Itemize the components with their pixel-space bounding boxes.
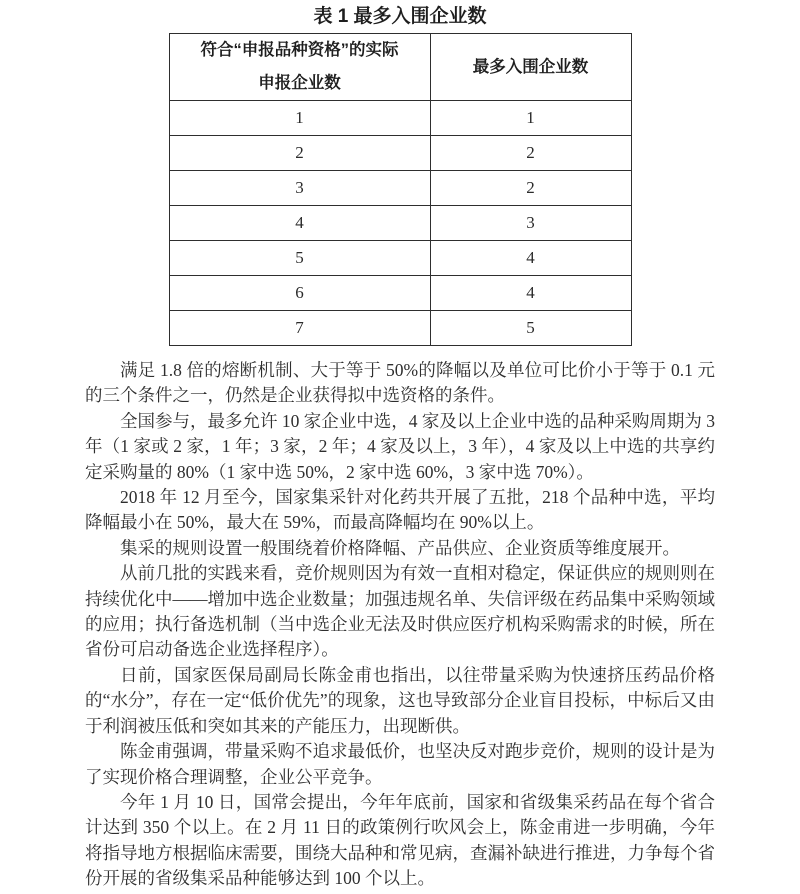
max-shortlisted-cell: 2 (430, 136, 631, 171)
max-shortlisted-table (169, 33, 632, 346)
applicants-cell: 2 (169, 136, 430, 171)
paragraph-policy-targets: 今年 1 月 10 日，国常会提出，今年年底前，国家和省级集采药品在每个省合计达到 350 个以上。在 2 月 11 日的政策例行吹风会上，陈金甫进一步明确，今年将指导地方根据临床需要，围绕大品种和常见病，查漏补缺进行推进，力争每个省份开展的省级集采品种能够达到 100 个以上。 (85, 791, 715, 889)
max-shortlisted-cell: 4 (430, 276, 631, 311)
paragraph-official-remarks: 日前，国家医保局副局长陈金甫也指出，以往带量采购为快速挤压药品价格的“水分”，存在一定“低价优先”的现象，这也导致部分企业盲目投标，中标后又由于利润被压低和突如其来的产能压力，出现断供。 (85, 664, 715, 736)
table-body (169, 101, 631, 346)
max-shortlisted-cell: 1 (430, 101, 631, 136)
paragraph-national-participation: 全国参与，最多允许 10 家企业中选，4 家及以上企业中选的品种采购周期为 3 年（1 家或 2 家，1 年；3 家，2 年；4 家及以上，3 年），4 家及以上中选的共享约定采购量的 80%（1 家中选 50%，2 家中选 60%，3 家中选 70%）。 (85, 410, 715, 482)
article-body (85, 358, 715, 892)
table-row (169, 276, 631, 311)
column-header-applicants (169, 34, 430, 101)
table-row (169, 311, 631, 346)
applicants-cell: 7 (169, 311, 430, 346)
column-header-applicants-label: 符合“申报品种资格”的实际申报企业数 (200, 41, 399, 92)
table-row (169, 171, 631, 206)
paragraph-conditions: 满足 1.8 倍的熔断机制、大于等于 50%的降幅以及单位可比价小于等于 0.1 元的三个条件之一，仍然是企业获得拟中选资格的条件。 (85, 360, 715, 406)
column-header-max-shortlisted-label: 最多入围企业数 (472, 57, 589, 76)
paragraph-rule-dimensions: 集采的规则设置一般围绕着价格降幅、产品供应、企业资质等维度展开。 (120, 537, 680, 558)
max-shortlisted-cell: 3 (430, 206, 631, 241)
paragraph-history-since-2018: 2018 年 12 月至今，国家集采针对化药共开展了五批，218 个品种中选，平均降幅最小在 50%，最大在 59%，而最高降幅均在 90%以上。 (85, 487, 715, 533)
paragraph-rule-optimization: 从前几批的实践来看，竞价规则因为有效一直相对稳定，保证供应的规则则在持续优化中——增加中选企业数量；加强违规名单、失信评级在药品集中采购领域的应用；执行备选机制（当中选企业无法及时供应医疗机构采购需求的时候，所在省份可启动备选企业选择程序）。 (85, 563, 715, 660)
applicants-cell: 1 (169, 101, 430, 136)
table-row (169, 241, 631, 276)
max-shortlisted-cell: 4 (430, 241, 631, 276)
max-shortlisted-cell: 5 (430, 311, 631, 346)
table-header-row (169, 34, 631, 101)
applicants-cell: 6 (169, 276, 430, 311)
table-row (169, 136, 631, 171)
paragraph-official-emphasis: 陈金甫强调，带量采购不追求最低价，也坚决反对跑步竞价，规则的设计是为了实现价格合理调整，企业公平竞争。 (85, 741, 715, 787)
applicants-cell: 3 (169, 171, 430, 206)
table-row (169, 101, 631, 136)
applicants-cell: 5 (169, 241, 430, 276)
table-title: 表 1 最多入围企业数 (313, 6, 487, 27)
table-header (169, 34, 631, 101)
column-header-max-shortlisted (430, 34, 631, 101)
max-shortlisted-cell: 2 (430, 171, 631, 206)
applicants-cell: 4 (169, 206, 430, 241)
table-row (169, 206, 631, 241)
